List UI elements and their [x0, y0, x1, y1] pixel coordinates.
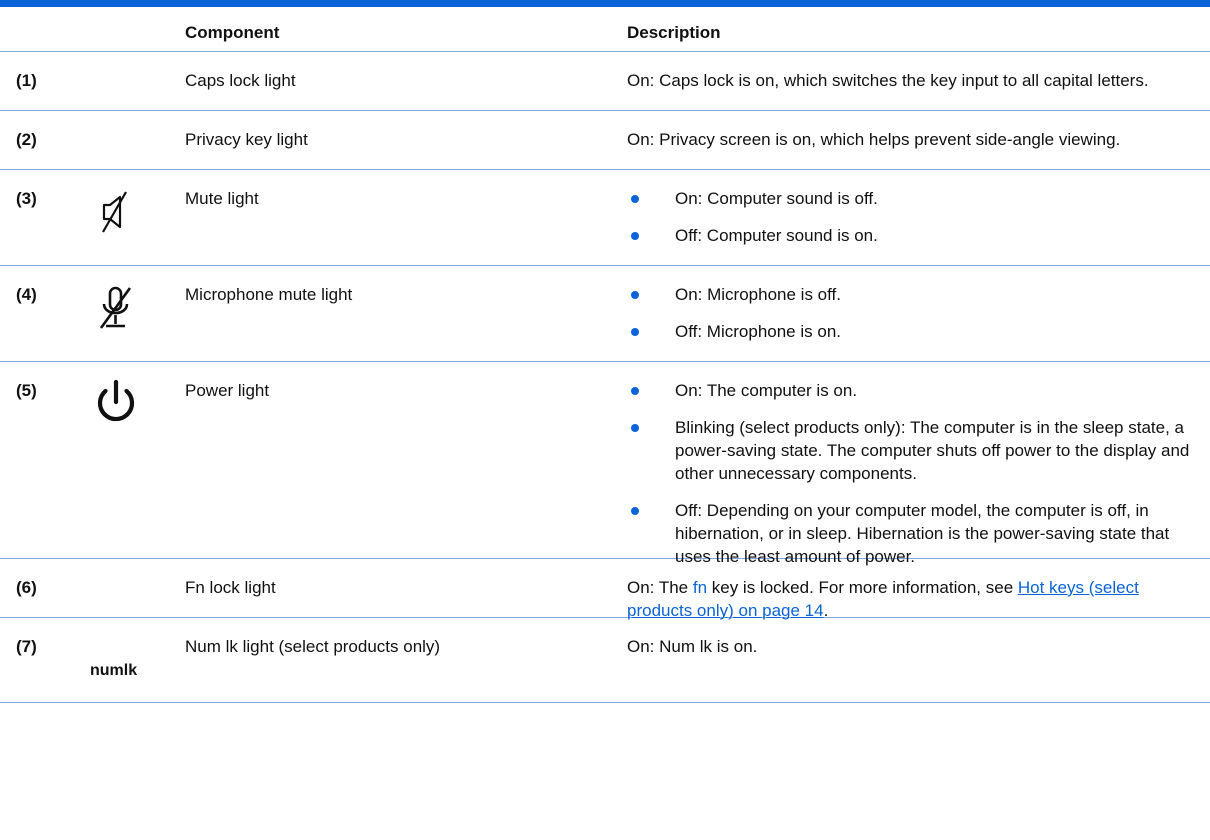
callout-number: (5) — [16, 381, 37, 400]
component-description: On: The fn key is locked. For more information, see Hot keys (select products only) on page 14. — [627, 578, 1139, 620]
list-item: Off: Computer sound is on. — [627, 224, 1197, 247]
component-name: Fn lock light — [185, 578, 276, 597]
bullet-dot — [631, 328, 639, 336]
list-item: Off: Microphone is on. — [627, 320, 1197, 343]
component-name: Num lk light (select products only) — [185, 637, 441, 656]
component-description — [627, 187, 1197, 247]
component-description: On: Num lk is on. — [627, 637, 758, 656]
header-description: Description — [627, 23, 721, 42]
callout-number: (7) — [16, 637, 37, 656]
component-description — [627, 283, 1197, 343]
list-item: Blinking (select products only): The computer is in the sleep state, a power-saving state. The computer shuts off power to the display and other unnecessary components. — [627, 416, 1197, 485]
table-row — [0, 111, 1210, 170]
component-description — [627, 379, 1197, 568]
component-name: Mute light — [185, 189, 259, 208]
component-name: Power light — [185, 381, 270, 400]
component-description: On: Caps lock is on, which switches the key input to all capital letters. — [627, 71, 1149, 90]
list-item: On: Computer sound is off. — [627, 187, 1197, 210]
list-item: On: Microphone is off. — [627, 283, 1197, 306]
table-row — [0, 170, 1210, 266]
component-name: Privacy key light — [185, 130, 308, 149]
table-row — [0, 559, 1210, 618]
callout-number: (3) — [16, 189, 37, 208]
component-name: Caps lock light — [185, 71, 296, 90]
component-name: Microphone mute light — [185, 285, 353, 304]
table-row — [0, 618, 1210, 703]
component-description: On: Privacy screen is on, which helps prevent side-angle viewing. — [627, 130, 1121, 149]
bullet-dot — [631, 387, 639, 395]
callout-number: (2) — [16, 130, 37, 149]
speaker-muted-icon — [82, 190, 154, 239]
fn-key-label: fn — [692, 578, 708, 597]
callout-number: (1) — [16, 71, 37, 90]
bullet-dot — [631, 507, 639, 515]
table-row — [0, 52, 1210, 111]
bullet-dot — [631, 195, 639, 203]
numlk-icon: numlk — [90, 662, 138, 679]
microphone-muted-icon — [82, 284, 154, 337]
callout-number: (4) — [16, 285, 37, 304]
hot-keys-link[interactable]: Hot keys (select products only) on page 14 — [627, 578, 1139, 620]
bullet-dot — [631, 291, 639, 299]
callout-number: (6) — [16, 578, 37, 597]
list-item: On: The computer is on. — [627, 379, 1197, 402]
table-row — [0, 266, 1210, 362]
list-item: Off: Depending on your computer model, the computer is off, in hibernation, or in sleep. Hibernation is the power-saving state that uses the least amount of power. — [627, 499, 1197, 568]
table-row — [0, 362, 1210, 566]
bullet-dot — [631, 424, 639, 432]
table-top-bar — [0, 0, 1210, 7]
header-component: Component — [185, 23, 280, 42]
power-icon — [82, 378, 154, 433]
bullet-dot — [631, 232, 639, 240]
table-header-row — [0, 7, 1210, 52]
